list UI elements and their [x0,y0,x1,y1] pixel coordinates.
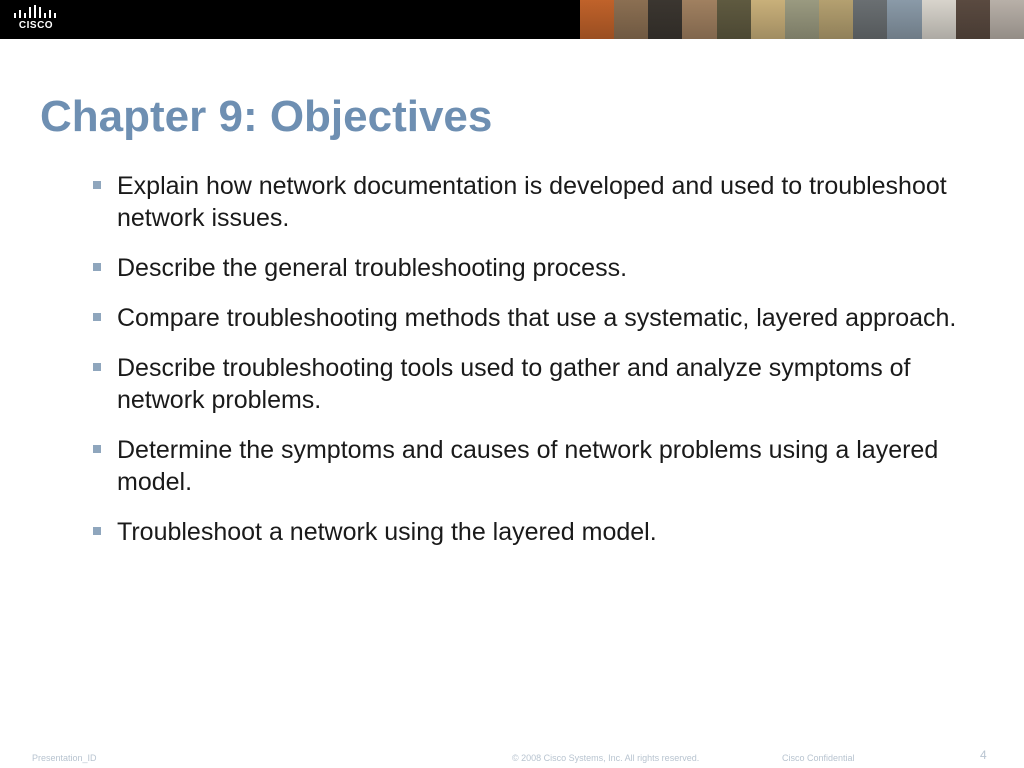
header-photo [853,0,887,39]
square-bullet-icon [93,445,101,453]
square-bullet-icon [93,363,101,371]
objective-item [90,434,970,498]
objectives-list [90,170,970,566]
header-photo [614,0,648,39]
objective-item [90,252,970,284]
header-photo [785,0,819,39]
objective-text: Determine the symptoms and causes of network problems using a layered model. [117,436,939,496]
objective-item [90,352,970,416]
header-photo [751,0,785,39]
footer-presentation-id: Presentation_ID [32,753,97,763]
footer-confidential: Cisco Confidential [782,753,855,763]
square-bullet-icon [93,527,101,535]
objective-text: Compare troubleshooting methods that use a systematic, layered approach. [117,304,957,332]
cisco-logo [12,5,60,33]
slide-title: Chapter 9: Objectives [40,92,493,141]
header-photo [717,0,751,39]
header-photo-strip [580,0,1024,39]
cisco-wordmark: CISCO [18,20,54,31]
header-photo [580,0,614,39]
square-bullet-icon [93,313,101,321]
square-bullet-icon [93,263,101,271]
objective-item [90,516,970,548]
page-number: 4 [980,748,987,762]
cisco-bridge-icon [12,5,60,19]
header-photo [682,0,716,39]
header-photo [990,0,1024,39]
header-photo [648,0,682,39]
header-banner [0,0,1024,39]
objective-item [90,302,970,334]
objective-text: Explain how network documentation is developed and used to troubleshoot network issues. [117,172,947,232]
objective-text: Troubleshoot a network using the layered model. [117,518,657,546]
objective-text: Describe the general troubleshooting process. [117,254,628,282]
header-photo [922,0,956,39]
header-photo [887,0,921,39]
square-bullet-icon [93,181,101,189]
footer-copyright: © 2008 Cisco Systems, Inc. All rights reserved. [512,753,700,763]
header-photo [819,0,853,39]
header-photo [956,0,990,39]
objective-text: Describe troubleshooting tools used to gather and analyze symptoms of network problems. [117,354,911,414]
objective-item [90,170,970,234]
